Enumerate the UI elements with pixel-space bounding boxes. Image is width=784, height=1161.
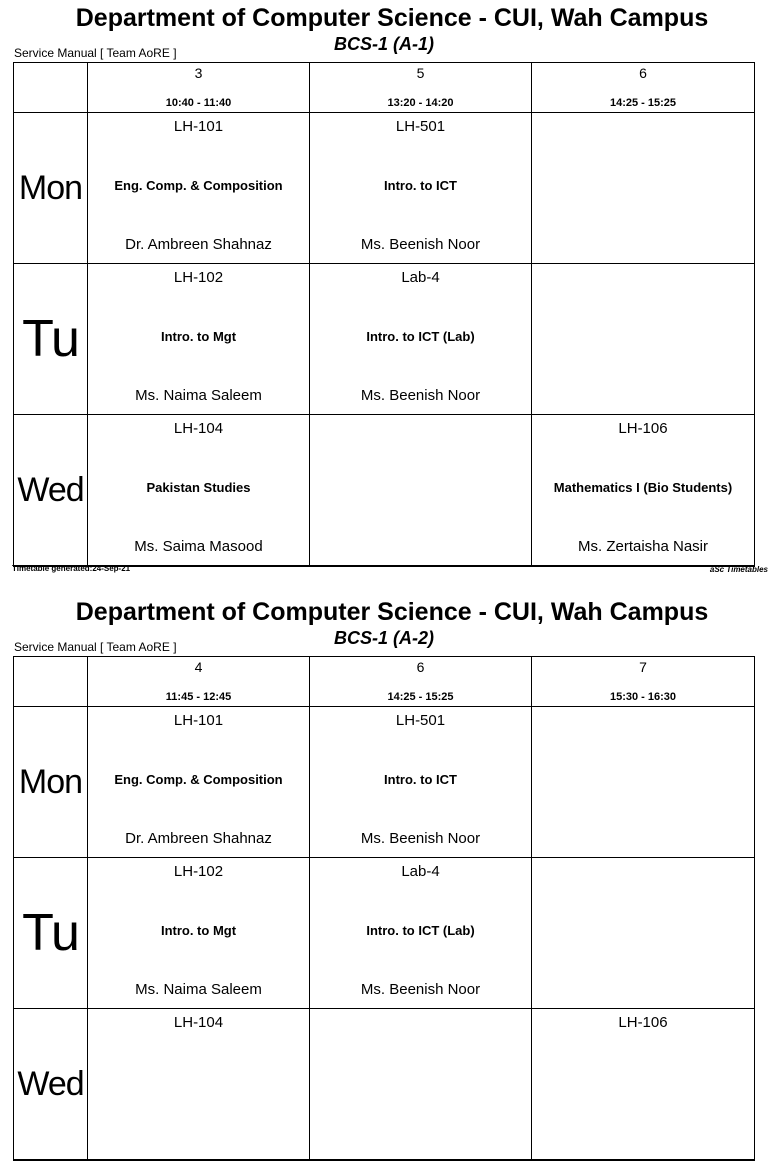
class-cell <box>532 415 755 567</box>
class-cell-empty <box>532 858 755 1009</box>
section-title: BCS-1 (A-1) <box>333 34 434 54</box>
teacher-label: Ms. Zertaisha Nasir <box>577 538 709 555</box>
class-cell <box>88 1009 310 1161</box>
period-time: 14:25 - 15:25 <box>609 97 677 109</box>
period-time: 13:20 - 14:20 <box>387 97 454 109</box>
period-header <box>532 63 755 113</box>
day-cell <box>14 264 88 415</box>
class-cell <box>88 264 310 415</box>
room-label: LH-104 <box>173 420 224 437</box>
period-number: 6 <box>416 659 425 675</box>
page-title: Department of Computer Science - CUI, Wah Campus <box>75 598 709 626</box>
room-label: LH-106 <box>618 420 668 437</box>
day-row-wed <box>14 1009 755 1161</box>
class-cell <box>532 1009 755 1161</box>
day-row-tu <box>14 858 755 1009</box>
class-cell <box>88 858 310 1009</box>
teacher-label: Dr. Ambreen Shahnaz <box>125 830 272 847</box>
class-cell-empty <box>532 113 755 264</box>
service-manual-label: Service Manual [ Team AoRE ] <box>14 46 177 60</box>
period-header-row <box>14 63 755 113</box>
class-cell-empty <box>310 415 532 567</box>
day-cell <box>14 1009 88 1161</box>
subject-label: Eng. Comp. & Composition <box>114 178 283 193</box>
period-time: 15:30 - 16:30 <box>609 691 677 703</box>
class-cell-empty <box>310 1009 532 1161</box>
day-cell <box>14 707 88 858</box>
day-name: Tu <box>22 904 79 962</box>
period-header <box>88 63 310 113</box>
room-label: LH-102 <box>173 863 224 880</box>
room-label: LH-501 <box>395 712 446 729</box>
day-name: Mon <box>18 762 83 801</box>
room-label: Lab-4 <box>401 863 440 880</box>
timetable-grid <box>13 62 755 567</box>
day-cell <box>14 858 88 1009</box>
period-number: 7 <box>639 659 647 675</box>
class-cell <box>310 264 532 415</box>
room-label: LH-104 <box>173 1014 224 1031</box>
class-cell <box>88 113 310 264</box>
teacher-label: Dr. Ambreen Shahnaz <box>125 236 272 253</box>
subject-label: Mathematics I (Bio Students) <box>553 480 733 495</box>
corner-cell <box>14 63 88 113</box>
timetable-grid <box>13 656 755 1161</box>
section-title: BCS-1 (A-2) <box>333 628 434 648</box>
class-cell <box>310 113 532 264</box>
period-time: 11:45 - 12:45 <box>165 691 232 703</box>
page-title: Department of Computer Science - CUI, Wah Campus <box>75 4 709 32</box>
teacher-label: Ms. Beenish Noor <box>360 236 481 253</box>
day-row-tu <box>14 264 755 415</box>
class-cell <box>310 707 532 858</box>
teacher-label: Ms. Naima Saleem <box>135 981 262 998</box>
corner-cell <box>14 657 88 707</box>
room-label: LH-101 <box>173 712 224 729</box>
day-cell <box>14 113 88 264</box>
teacher-label: Ms. Saima Masood <box>134 538 263 555</box>
subject-label: Pakistan Studies <box>146 480 251 495</box>
subject-label: Intro. to Mgt <box>160 923 237 938</box>
period-header <box>310 63 532 113</box>
day-name: Wed <box>17 1064 84 1103</box>
period-number: 5 <box>416 65 425 81</box>
timetable-sheet-a1 <box>0 3 768 575</box>
period-header <box>532 657 755 707</box>
day-name: Tu <box>22 310 79 368</box>
class-cell-empty <box>532 707 755 858</box>
subject-label: Intro. to ICT (Lab) <box>366 923 475 938</box>
class-cell <box>310 858 532 1009</box>
teacher-label: Ms. Beenish Noor <box>360 387 481 404</box>
day-row-wed <box>14 415 755 567</box>
subject-label: Intro. to Mgt <box>160 329 237 344</box>
period-header-row <box>14 657 755 707</box>
period-header <box>88 657 310 707</box>
subject-label: Intro. to ICT (Lab) <box>366 329 475 344</box>
day-name: Mon <box>18 168 83 207</box>
day-row-mon <box>14 113 755 264</box>
subject-label: Intro. to ICT <box>384 178 457 193</box>
class-cell <box>88 707 310 858</box>
subject-label: Eng. Comp. & Composition <box>114 772 283 787</box>
room-label: LH-102 <box>173 269 224 286</box>
generator-credit: aSc Timetables <box>709 565 768 574</box>
teacher-label: Ms. Naima Saleem <box>135 387 262 404</box>
service-manual-label: Service Manual [ Team AoRE ] <box>14 640 177 654</box>
teacher-label: Ms. Beenish Noor <box>360 830 481 847</box>
class-cell-empty <box>532 264 755 415</box>
period-number: 6 <box>639 65 647 81</box>
day-row-mon <box>14 707 755 858</box>
teacher-label: Ms. Beenish Noor <box>360 981 481 998</box>
day-name: Wed <box>17 470 84 509</box>
generated-date: Timetable generated:24-Sep-21 <box>12 564 131 573</box>
room-label: LH-101 <box>173 118 224 135</box>
room-label: LH-501 <box>395 118 446 135</box>
period-time: 14:25 - 15:25 <box>387 691 454 703</box>
period-number: 4 <box>194 659 203 675</box>
subject-label: Intro. to ICT <box>384 772 457 787</box>
class-cell <box>88 415 310 567</box>
day-cell <box>14 415 88 567</box>
period-header <box>310 657 532 707</box>
room-label: Lab-4 <box>401 269 440 286</box>
period-time: 10:40 - 11:40 <box>165 97 232 109</box>
room-label: LH-106 <box>618 1014 668 1031</box>
timetable-sheet-a2 <box>0 597 768 1103</box>
period-number: 3 <box>194 65 203 81</box>
